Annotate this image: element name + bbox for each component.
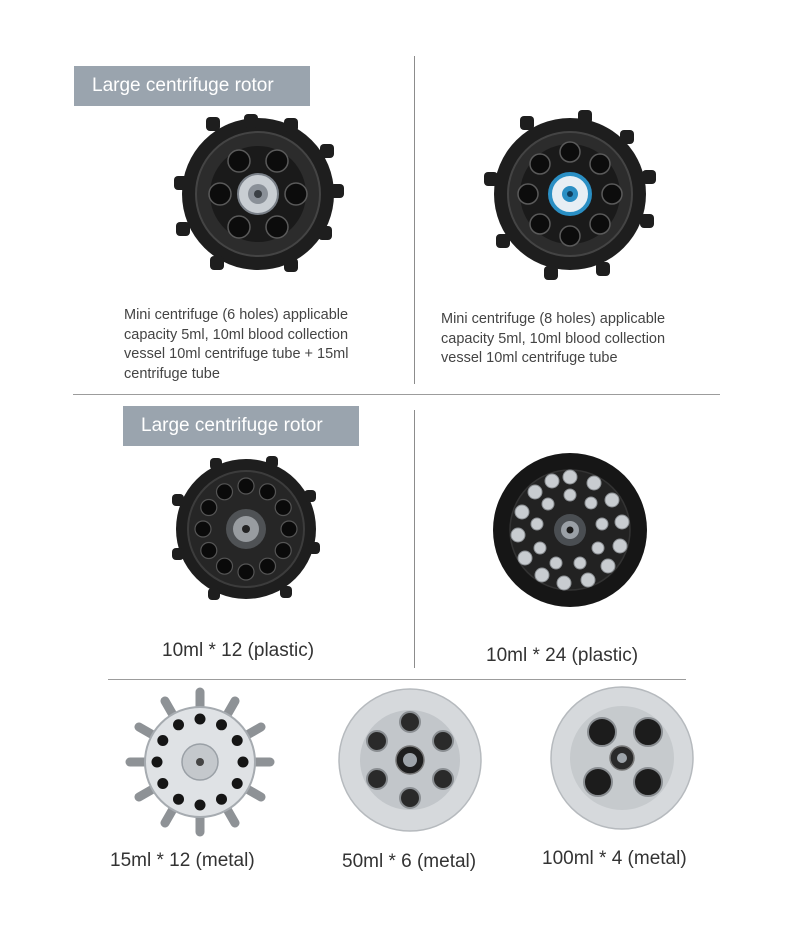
rotor-8-hole-icon — [484, 110, 656, 280]
divider-horizontal-1 — [73, 394, 720, 395]
rotor-24-hole-caption: 10ml * 24 (plastic) — [486, 645, 639, 666]
rotor-8-hole-image — [484, 110, 656, 280]
rotor-24-hole-icon — [492, 452, 648, 608]
divider-horizontal-2 — [108, 679, 686, 680]
rotor-12-hole-image — [170, 456, 322, 602]
swing-rotor-12-metal-caption: 15ml * 12 (metal) — [110, 850, 255, 871]
rotor-6-metal-caption: 50ml * 6 (metal) — [342, 851, 477, 872]
divider-vertical-top — [414, 56, 415, 384]
section-tag: Large centrifuge rotor — [74, 66, 310, 106]
rotor-4-metal-icon — [550, 686, 694, 830]
rotor-12-hole-caption: 10ml * 12 (plastic) — [162, 640, 315, 661]
rotor-6-hole-description: Mini centrifuge (6 holes) applicable capacity 5ml, 10ml blood collection vessel 10ml centrifuge tube + 15ml centrifuge tube — [124, 307, 349, 382]
swing-rotor-12-metal-icon — [122, 686, 278, 838]
rotor-6-hole-image — [172, 114, 344, 274]
rotor-24-hole-image — [492, 452, 648, 608]
rotor-4-metal-caption: 100ml * 4 (metal) — [542, 848, 687, 869]
section-tag: Large centrifuge rotor — [123, 406, 359, 446]
rotor-12-hole-icon — [170, 456, 322, 602]
rotor-8-hole-description: Mini centrifuge (8 holes) applicable capacity 5ml, 10ml blood collection vessel 10ml centrifuge tube — [441, 311, 666, 366]
rotor-4-metal-image — [550, 686, 694, 830]
rotor-6-hole-icon — [172, 114, 344, 274]
swing-rotor-12-metal-image — [122, 686, 278, 838]
rotor-6-metal-icon — [338, 688, 482, 832]
rotor-6-metal-image — [338, 688, 482, 832]
divider-vertical-middle — [414, 410, 415, 668]
